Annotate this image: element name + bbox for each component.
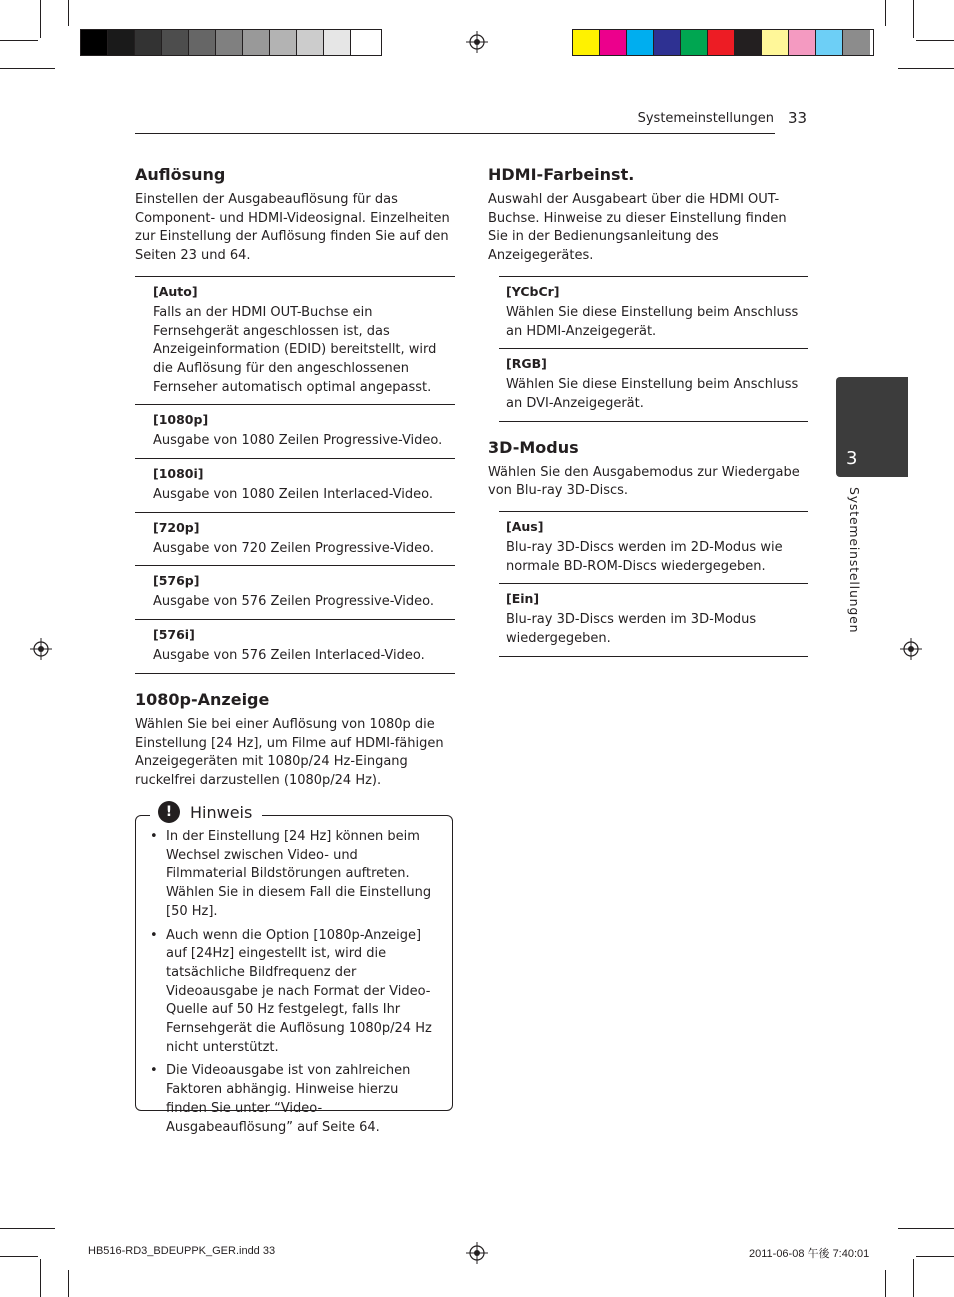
color-swatch xyxy=(681,30,708,55)
note-item: • Die Videoausgabe ist von zahlreichen Faktoren abhängig. Hinweise hierzu finden Sie unter “Video-Ausgabeauflösung” auf Seite 64. xyxy=(166,1062,438,1137)
option-label: [Aus] xyxy=(506,519,544,535)
option-desc: Wählen Sie diese Einstellung beim Anschluss an HDMI-Anzeigegerät. xyxy=(506,304,799,339)
option-desc: Ausgabe von 720 Zeilen Progressive-Video. xyxy=(153,540,435,556)
option-list xyxy=(135,276,455,674)
option-desc: Blu-ray 3D-Discs werden im 2D-Modus wie normale BD-ROM-Discs wiedergegeben. xyxy=(506,540,783,574)
section-hdmi-farbeinst xyxy=(488,165,808,422)
option-item xyxy=(135,459,455,513)
option-item xyxy=(499,277,808,349)
note-title xyxy=(150,800,262,824)
crop-mark xyxy=(913,0,914,38)
crop-mark xyxy=(68,0,69,26)
color-swatch xyxy=(108,30,135,55)
option-item xyxy=(135,620,455,674)
option-item xyxy=(499,584,808,656)
crop-mark xyxy=(885,0,886,26)
color-swatch xyxy=(216,30,243,55)
option-desc: Ausgabe von 1080 Zeilen Progressive-Video. xyxy=(153,433,443,449)
option-list xyxy=(499,511,808,657)
crop-mark xyxy=(40,0,41,38)
color-swatch xyxy=(762,30,789,55)
option-item xyxy=(135,277,455,406)
header-rule xyxy=(135,133,775,134)
crop-mark xyxy=(0,1228,55,1229)
color-swatch xyxy=(627,30,654,55)
option-desc: Ausgabe von 576 Zeilen Interlaced-Video. xyxy=(153,648,425,664)
registration-mark-icon xyxy=(466,1242,488,1264)
footer-file-info: HB516-RD3_BDEUPPK_GER.indd 33 xyxy=(88,1245,276,1257)
color-swatch xyxy=(243,30,270,55)
option-desc: Falls an der HDMI OUT-Buchse ein Fernsehgerät angeschlossen ist, das Anzeigeinformation (EDID) bereitstellt, wird die Auflösung für den angeschlossenen Fernseher automatisch optimal angepasst. xyxy=(153,304,437,395)
crop-mark xyxy=(916,40,954,41)
color-swatch xyxy=(297,30,324,55)
chapter-number: 3 xyxy=(846,448,858,469)
color-swatch xyxy=(351,30,378,55)
option-label: [YCbCr] xyxy=(506,283,560,299)
footer-timestamp: 2011-06-08 午後 7:40:01 xyxy=(749,1248,870,1260)
note-label: Hinweis xyxy=(190,802,253,822)
crop-mark xyxy=(40,1259,41,1297)
crop-mark xyxy=(0,1256,38,1257)
registration-mark-icon xyxy=(900,638,922,660)
color-swatch xyxy=(135,30,162,55)
color-calibration-bar xyxy=(572,29,874,56)
chapter-side-label: Systemeinstellungen xyxy=(847,487,862,634)
section-intro: Einstellen der Ausgabeauflösung für das Component- und HDMI-Videosignal. Einzelheiten zur Einstellung der Auflösung finden Sie auf den Seiten 23 und 64. xyxy=(135,192,450,264)
option-label: [RGB] xyxy=(506,356,547,372)
section-title: 1080p-Anzeige xyxy=(135,689,270,709)
option-label: [576i] xyxy=(153,627,195,643)
color-swatch xyxy=(189,30,216,55)
color-swatch xyxy=(324,30,351,55)
option-label: [Ein] xyxy=(506,591,540,607)
note-box xyxy=(135,815,453,1135)
section-intro: Wählen Sie den Ausgabemodus zur Wiedergabe von Blu-ray 3D-Discs. xyxy=(488,464,800,499)
section-title: Auflösung xyxy=(135,165,226,184)
note-list xyxy=(136,816,452,1137)
section-title: 3D-Modus xyxy=(488,437,579,457)
color-swatch xyxy=(81,30,108,55)
option-desc: Wählen Sie diese Einstellung beim Anschluss an DVI-Anzeigegerät. xyxy=(506,377,799,411)
color-swatch xyxy=(816,30,843,55)
crop-mark xyxy=(913,1259,914,1297)
section-title: HDMI-Farbeinst. xyxy=(488,165,635,184)
registration-mark-icon xyxy=(466,31,488,53)
crop-mark xyxy=(916,1256,954,1257)
color-swatch xyxy=(270,30,297,55)
note-item: • Auch wenn die Option [1080p-Anzeige] auf [24Hz] eingestellt ist, wird die tatsächliche Bildfrequenz der Videoausgabe je nach Format der Video-Quelle auf 50 Hz festgelegt, falls Ihr Fernsehgerät die Auflösung 1080p/24 Hz nicht unterstützt. xyxy=(166,927,438,1058)
left-column xyxy=(135,165,455,791)
option-list xyxy=(499,276,808,422)
crop-mark xyxy=(885,1270,886,1297)
note-item: • In der Einstellung [24 Hz] können beim Wechsel zwischen Video- und Filmmaterial Bildstörungen auftreten. Wählen Sie in diesem Fall die Einstellung [50 Hz]. xyxy=(166,828,438,922)
exclamation-icon: ! xyxy=(158,801,180,823)
section-intro: Auswahl der Ausgabeart über die HDMI OUT-Buchse. Hinweise zu dieser Einstellung finden Sie in der Bedienungsanleitung des Anzeigegerätes. xyxy=(488,192,787,264)
option-item xyxy=(499,512,808,584)
option-item xyxy=(135,513,455,567)
color-swatch xyxy=(654,30,681,55)
page-number: 33 xyxy=(788,109,808,127)
section-intro: Wählen Sie bei einer Auflösung von 1080p die Einstellung [24 Hz], um Filme auf HDMI-fähigen Anzeigegeräten mit 1080p/24 Hz-Eingang ruckelfrei darzustellen (1080p/24 Hz). xyxy=(135,716,444,788)
color-swatch xyxy=(843,30,870,55)
right-column xyxy=(488,165,808,657)
color-swatch xyxy=(735,30,762,55)
option-desc: Blu-ray 3D-Discs werden im 3D-Modus wiedergegeben. xyxy=(506,612,757,647)
section-3d-modus xyxy=(488,438,808,657)
running-header: Systemeinstellungen xyxy=(637,111,774,126)
option-label: [1080p] xyxy=(153,412,209,428)
color-swatch xyxy=(789,30,816,55)
color-swatch xyxy=(573,30,600,55)
option-item xyxy=(135,405,455,459)
gray-calibration-bar xyxy=(80,29,382,56)
option-item xyxy=(499,349,808,421)
crop-mark xyxy=(0,68,55,69)
color-swatch xyxy=(600,30,627,55)
option-label: [Auto] xyxy=(153,283,198,299)
crop-mark xyxy=(68,1270,69,1297)
color-swatch xyxy=(162,30,189,55)
crop-mark xyxy=(0,40,38,41)
crop-mark xyxy=(898,1228,954,1229)
section-aufloesung xyxy=(135,165,455,674)
color-swatch xyxy=(708,30,735,55)
option-item xyxy=(135,566,455,620)
option-label: [576p] xyxy=(153,573,200,589)
crop-mark xyxy=(898,68,954,69)
option-desc: Ausgabe von 576 Zeilen Progressive-Video. xyxy=(153,594,435,610)
section-1080p-anzeige xyxy=(135,690,455,791)
option-label: [720p] xyxy=(153,519,200,535)
option-desc: Ausgabe von 1080 Zeilen Interlaced-Video. xyxy=(153,487,433,503)
option-label: [1080i] xyxy=(153,466,204,482)
registration-mark-icon xyxy=(30,638,52,660)
